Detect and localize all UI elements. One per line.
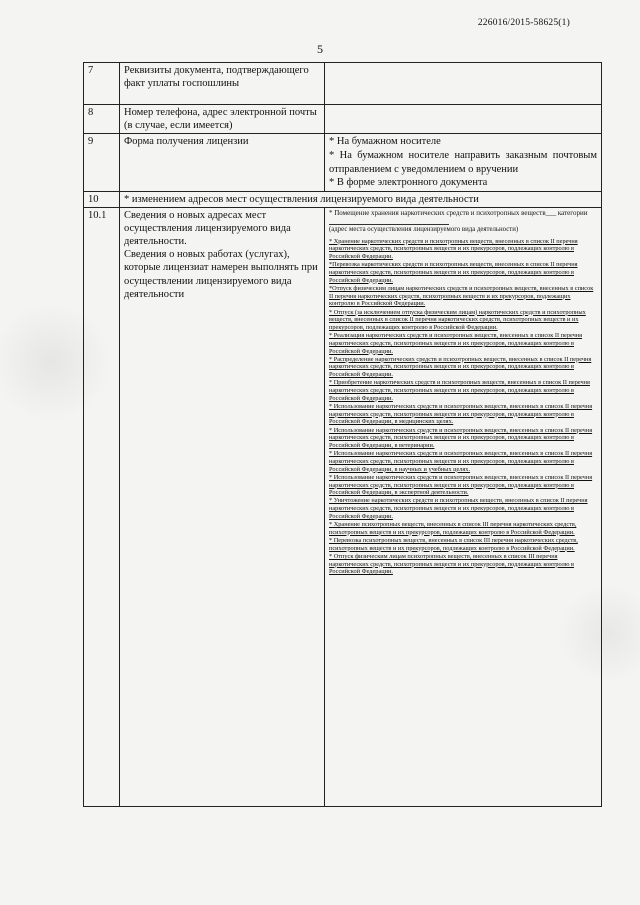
list-item[interactable]: * Хранение наркотических средств и психотропных веществ, внесенных в список II перечня наркотических средств, психотропных веществ и их прекурсоров, подлежащих контролю в Российской Федерации. <box>329 237 578 261</box>
row-number: 10.1 <box>84 207 120 806</box>
list-item[interactable]: * Перевозка психотропных веществ, внесенных в список III перечня наркотических средств, психотропных веществ и их прекурсоров, подлежащих контролю в Российской Федерации. <box>329 537 578 552</box>
new-works-label: Сведения о новых работах (услугах), которые лицензиат намерен выполнять при осуществлении лицензируемого вида деятельности <box>124 249 318 300</box>
list-item[interactable]: * Использование наркотических средств и психотропных веществ, внесенных в список II перечня наркотических средств, психотропных веществ и их прекурсоров, подлежащих контролю в Российской Федерации, в медицинских целях. <box>329 403 593 426</box>
row-value-field[interactable] <box>325 63 602 105</box>
row-label <box>120 207 325 806</box>
list-item[interactable]: * Уничтожение наркотических средств и психотропных веществ, внесенных в список II перечня наркотических средств, психотропных веществ и их прекурсоров, подлежащих контролю в Российской Федерации. <box>329 497 588 520</box>
new-addresses-label: Сведения о новых адресах мест осуществления лицензируемого вида деятельности. <box>124 209 291 248</box>
table-row <box>84 134 602 192</box>
table-row <box>84 207 602 806</box>
list-item[interactable]: * Использование наркотических средств и психотропных веществ, внесенных в список II перечня наркотических средств, психотропных веществ и их прекурсоров, подлежащих контролю в Российской Федерации, в ветеринарии. <box>329 426 593 449</box>
option-paper-mail[interactable]: * На бумажном носителе направить заказным почтовым отправлением с уведомлением о вручении <box>329 149 597 175</box>
list-item[interactable]: * Реализация наркотических средств и психотропных веществ, внесенных в список II перечня наркотических средств, психотропных веществ и их прекурсоров, подлежащих контролю в Российской Федерации. <box>329 332 583 355</box>
list-item[interactable]: * Приобретение наркотических средств и психотропных веществ, внесенных в список II перечня наркотических средств, психотропных веществ и их прекурсоров, подлежащих контролю в Российской Федерации. <box>329 379 590 402</box>
row-number: 9 <box>84 134 120 192</box>
row-label: Реквизиты документа, подтверждающего факт уплаты госпошлины <box>120 63 325 105</box>
row-number: 10 <box>84 191 120 207</box>
works-list-cell <box>325 207 602 806</box>
table-row <box>84 105 602 134</box>
works-list <box>329 238 597 576</box>
list-item[interactable]: *Перевозка наркотических средств и психотропных веществ, внесенных в список II перечня наркотических средств, психотропных веществ и их прекурсоров, подлежащих контролю в Российской Федерации. <box>329 261 578 284</box>
page-number: 5 <box>317 42 323 56</box>
address-caption: (адрес места осуществления лицензируемого вида деятельности) <box>329 226 519 234</box>
option-electronic[interactable]: * В форме электронного документа <box>329 177 488 189</box>
list-item[interactable]: * Отпуск (за исключением отпуска физическим лицам) наркотических средств и психотропных веществ, внесенных в список II перечня наркотических средств, психотропных веществ и их прекурсоров, подлежащих контролю в Российской Федерации. <box>329 308 586 331</box>
application-form-table <box>83 62 602 807</box>
list-item[interactable]: * Использование наркотических средств и психотропных веществ, внесенных в список II перечня наркотических средств, психотропных веществ и их прекурсоров, подлежащих контролю в Российской Федерации, в научных и учебных целях. <box>329 450 593 473</box>
row-section-title: * изменением адресов мест осуществления лицензируемого вида деятельности <box>120 191 602 207</box>
license-form-options <box>325 134 602 192</box>
row-number: 8 <box>84 105 120 134</box>
row-value-field[interactable] <box>325 105 602 134</box>
row-label: Номер телефона, адрес электронной почты (в случае, если имеется) <box>120 105 325 134</box>
table-row <box>84 63 602 105</box>
registration-number: 226016/2015-58625(1) <box>477 18 570 28</box>
table-row <box>84 191 602 207</box>
list-item[interactable]: *Отпуск физическим лицам наркотических средств и психотропных веществ, внесенных в список II перечня наркотических средств, психотропных веществ и их прекурсоров, подлежащих контролю в Российской Федерации. <box>329 284 594 308</box>
premises-category-line: * Помещение хранения наркотических средств и психотропных веществ___ категории <box>329 208 588 217</box>
list-item[interactable]: * Распределение наркотических средств и психотропных веществ, внесенных в список II перечня наркотических средств, психотропных веществ и их прекурсоров, подлежащих контролю в Российской Федерации. <box>329 355 592 379</box>
row-number: 7 <box>84 63 120 105</box>
address-input-line[interactable] <box>329 218 449 225</box>
list-item[interactable]: * Отпуск физическим лицам психотропных веществ, внесенных в список III перечня наркотических средств, психотропных веществ и их прекурсоров, подлежащих контролю в Российской Федерации. <box>329 552 575 576</box>
list-item[interactable]: * Хранение психотропных веществ, внесенных в список III перечня наркотических средств, психотропных веществ и их прекурсоров, подлежащих контролю в Российской Федерации. <box>329 521 577 536</box>
row-label: Форма получения лицензии <box>120 134 325 192</box>
list-item[interactable]: * Использование наркотических средств и психотропных веществ, внесенных в список II перечня наркотических средств, психотропных веществ и их прекурсоров, подлежащих контролю в Российской Федерации, в экспертной деятельности. <box>329 473 593 497</box>
option-paper[interactable]: * На бумажном носителе <box>329 136 441 148</box>
